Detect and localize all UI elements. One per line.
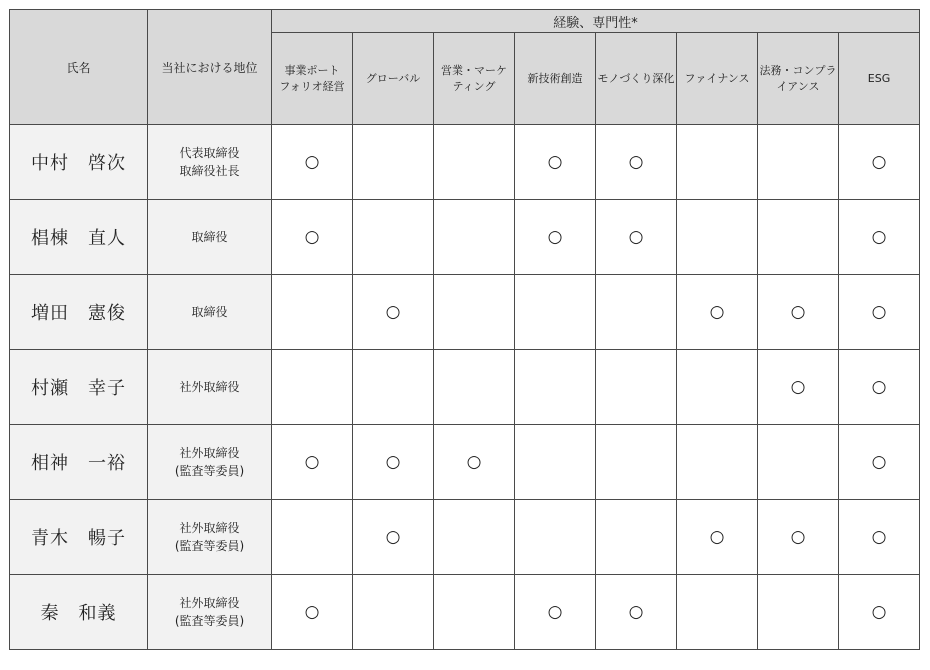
skill-mark-cell (434, 275, 515, 350)
skill-mark-cell (677, 350, 758, 425)
skill-mark-cell (434, 350, 515, 425)
skill-mark-cell: ○ (353, 425, 434, 500)
skill-mark-cell: ○ (758, 350, 839, 425)
skill-mark-cell (272, 275, 353, 350)
skill-mark-cell (353, 575, 434, 650)
skill-header-line: ESG (867, 71, 891, 85)
director-position (148, 200, 272, 275)
director-position (148, 275, 272, 350)
skill-mark-cell (272, 500, 353, 575)
skill-header-line: 新技術創造 (527, 71, 583, 85)
skill-mark-cell (353, 350, 434, 425)
skill-mark-cell: ○ (353, 500, 434, 575)
skill-header (758, 33, 839, 125)
director-position (148, 500, 272, 575)
skill-mark-cell: ○ (272, 425, 353, 500)
skill-mark-cell: ○ (272, 125, 353, 200)
skill-mark-cell (353, 200, 434, 275)
position-line: 社外取締役 (179, 521, 240, 535)
skill-header-line: グローバル (365, 71, 421, 85)
skill-mark-cell: ○ (839, 575, 920, 650)
skill-mark-cell: ○ (515, 125, 596, 200)
skill-mark-cell (758, 425, 839, 500)
skill-mark-cell: ○ (596, 575, 677, 650)
skill-mark-cell: ○ (596, 200, 677, 275)
table-row (10, 500, 920, 575)
table-row (10, 125, 920, 200)
director-name: 相神 一裕 (10, 425, 148, 500)
skill-mark-cell (515, 500, 596, 575)
director-position (148, 125, 272, 200)
skill-mark-cell: ○ (839, 275, 920, 350)
table-body (10, 125, 920, 650)
skill-mark-cell (434, 575, 515, 650)
director-position (148, 425, 272, 500)
skill-mark-cell (677, 125, 758, 200)
skill-mark-cell (596, 350, 677, 425)
position-header: 当社における地位 (148, 10, 272, 125)
skill-mark-cell (758, 575, 839, 650)
header-row-top (10, 10, 920, 33)
skill-mark-cell (677, 575, 758, 650)
position-line: 取締役 (191, 230, 228, 244)
skill-header-line: イアンス (776, 79, 820, 93)
position-line: 社外取締役 (179, 596, 240, 610)
director-position (148, 575, 272, 650)
position-line: 社外取締役 (179, 446, 240, 460)
name-header: 氏名 (10, 10, 148, 125)
skill-mark-cell (434, 200, 515, 275)
skill-mark-cell: ○ (677, 500, 758, 575)
skill-mark-cell (596, 425, 677, 500)
skill-mark-cell: ○ (839, 500, 920, 575)
skill-mark-cell (353, 125, 434, 200)
director-position (148, 350, 272, 425)
skill-header-line: 事業ポート (284, 63, 340, 77)
skill-mark-cell: ○ (758, 500, 839, 575)
skill-mark-cell: ○ (839, 350, 920, 425)
skill-mark-cell: ○ (758, 275, 839, 350)
director-name: 秦 和義 (10, 575, 148, 650)
table-row (10, 350, 920, 425)
skill-mark-cell (758, 125, 839, 200)
director-name: 増田 憲俊 (10, 275, 148, 350)
skill-header (596, 33, 677, 125)
expertise-group-header: 経験、専門性* (272, 10, 920, 33)
skill-mark-cell (434, 125, 515, 200)
skill-header-line: フォリオ経営 (279, 79, 345, 93)
skill-mark-cell: ○ (272, 575, 353, 650)
skill-mark-cell: ○ (596, 125, 677, 200)
skill-mark-cell (515, 425, 596, 500)
skill-mark-cell (677, 425, 758, 500)
skill-header-line: 営業・マーケ (441, 63, 507, 77)
skill-header (272, 33, 353, 125)
table-row (10, 425, 920, 500)
position-line: 社外取締役 (179, 380, 240, 394)
skill-mark-cell: ○ (515, 200, 596, 275)
position-line: 取締役 (191, 305, 228, 319)
director-name: 村瀬 幸子 (10, 350, 148, 425)
table-row (10, 575, 920, 650)
skill-mark-cell: ○ (515, 575, 596, 650)
skill-header-line: 法務・コンプラ (759, 63, 837, 77)
skill-mark-cell (596, 500, 677, 575)
skill-header (677, 33, 758, 125)
skill-mark-cell: ○ (839, 125, 920, 200)
skill-mark-cell (434, 500, 515, 575)
skill-mark-cell: ○ (434, 425, 515, 500)
skill-mark-cell (272, 350, 353, 425)
director-name: 椙棟 直人 (10, 200, 148, 275)
skill-mark-cell (758, 200, 839, 275)
skill-header-line: ファイナンス (684, 71, 750, 85)
skill-mark-cell: ○ (839, 425, 920, 500)
director-name: 中村 啓次 (10, 125, 148, 200)
position-line: (監査等委員) (174, 539, 245, 553)
skill-mark-cell: ○ (839, 200, 920, 275)
skill-mark-cell: ○ (677, 275, 758, 350)
skill-mark-cell: ○ (272, 200, 353, 275)
position-line: (監査等委員) (174, 614, 245, 628)
skill-header (434, 33, 515, 125)
skill-header (353, 33, 434, 125)
table-row (10, 275, 920, 350)
skill-header-line: モノづくり深化 (597, 71, 675, 85)
skills-matrix-table (9, 9, 920, 650)
skill-mark-cell: ○ (353, 275, 434, 350)
skill-mark-cell (515, 350, 596, 425)
skill-mark-cell (677, 200, 758, 275)
position-line: (監査等委員) (174, 464, 245, 478)
skill-header (839, 33, 920, 125)
director-name: 青木 暢子 (10, 500, 148, 575)
skill-header (515, 33, 596, 125)
position-line: 取締役社長 (179, 164, 240, 178)
skill-mark-cell (596, 275, 677, 350)
skill-header-line: ティング (452, 79, 496, 93)
table-row (10, 200, 920, 275)
position-line: 代表取締役 (179, 146, 240, 160)
skill-mark-cell (515, 275, 596, 350)
